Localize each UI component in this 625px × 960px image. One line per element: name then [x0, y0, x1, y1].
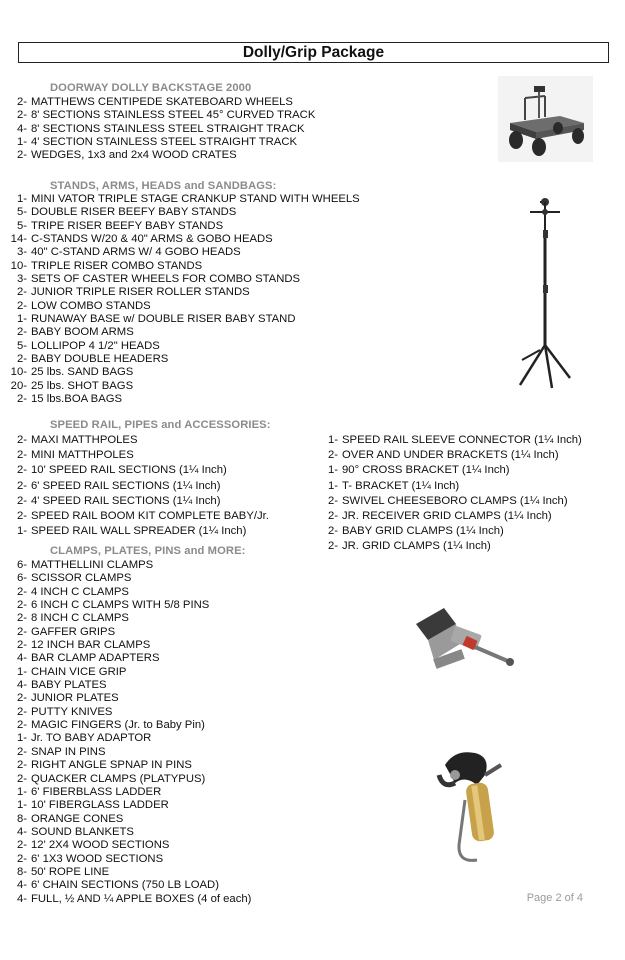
list-item [0, 732, 251, 745]
item-quantity: 2- [16, 449, 27, 462]
item-description: 8' SECTIONS STAINLESS STEEL 45° CURVED TRACK [31, 109, 316, 122]
list-item [0, 706, 251, 719]
item-description: WEDGES, 1x3 and 2x4 WOOD CRATES [31, 149, 237, 162]
item-quantity: 5- [16, 339, 27, 352]
item-quantity: 2- [16, 353, 27, 366]
item-description: MATTHELLINI CLAMPS [31, 559, 154, 571]
item-description: OVER AND UNDER BRACKETS (1¼ Inch) [342, 449, 559, 462]
item-description: 8 INCH C CLAMPS [31, 612, 129, 625]
item-description: Jr. TO BABY ADAPTOR [31, 732, 152, 745]
item-description: JUNIOR TRIPLE RISER ROLLER STANDS [31, 286, 250, 299]
clamp-photo [410, 604, 520, 684]
list-item [0, 612, 251, 625]
item-quantity: 2- [327, 449, 338, 462]
item-description: MINI MATTHPOLES [31, 449, 134, 462]
list-item [0, 719, 251, 732]
item-quantity: 2- [16, 299, 27, 312]
list-item [0, 853, 251, 866]
item-description: RUNAWAY BASE w/ DOUBLE RISER BABY STAND [31, 313, 296, 326]
item-quantity: 2- [16, 639, 27, 652]
clamps-heading: CLAMPS, PLATES, PINS and MORE: [50, 545, 246, 557]
item-description: TRIPLE RISER COMBO STANDS [31, 259, 203, 272]
list-item [0, 879, 251, 892]
item-description: DOUBLE RISER BEEFY BABY STANDS [31, 206, 237, 219]
item-quantity: 8- [16, 865, 27, 878]
item-quantity: 1- [327, 434, 338, 446]
item-description: RIGHT ANGLE SPNAP IN PINS [31, 759, 192, 772]
item-quantity: 2- [16, 434, 27, 446]
page-title: Dolly/Grip Package [18, 42, 609, 63]
item-description: 50' ROPE LINE [31, 865, 110, 878]
item-quantity: 2- [16, 479, 27, 492]
item-quantity: 2- [16, 599, 27, 612]
dolly-photo [498, 76, 593, 162]
item-description: 6 INCH C CLAMPS WITH 5/8 PINS [31, 599, 210, 612]
item-quantity: 8- [16, 812, 27, 825]
item-quantity: 1- [16, 313, 27, 326]
list-item [0, 839, 251, 852]
item-description: CHAIN VICE GRIP [31, 665, 127, 678]
list-item [0, 509, 269, 524]
item-description: 4 INCH C CLAMPS [31, 585, 129, 598]
item-description: 8' SECTIONS STAINLESS STEEL STRAIGHT TRACK [31, 122, 305, 135]
item-quantity: 2- [16, 839, 27, 852]
list-item [0, 639, 251, 652]
list-item [0, 220, 360, 233]
list-item [0, 353, 360, 366]
item-description: MAGIC FINGERS (Jr. to Baby Pin) [31, 719, 205, 732]
list-item [0, 679, 251, 692]
item-quantity: 4- [16, 679, 27, 692]
item-description: 6' CHAIN SECTIONS (750 LB LOAD) [31, 879, 219, 892]
item-quantity: 6- [16, 559, 27, 571]
list-item [0, 692, 251, 705]
item-description: MINI VATOR TRIPLE STAGE CRANKUP STAND WITH WHEELS [31, 193, 360, 205]
item-quantity: 1- [16, 785, 27, 798]
item-description: BABY DOUBLE HEADERS [31, 353, 169, 366]
list-item [0, 193, 360, 206]
item-quantity: 1- [327, 479, 338, 492]
list-item [0, 746, 251, 759]
item-quantity: 3- [16, 273, 27, 286]
page-number: Page 2 of 4 [526, 892, 583, 904]
item-quantity: 2- [16, 494, 27, 507]
list-item [0, 380, 360, 393]
list-item [0, 149, 315, 162]
item-description: BAR CLAMP ADAPTERS [31, 652, 160, 665]
item-quantity: 10- [10, 366, 27, 379]
item-quantity: 4- [16, 652, 27, 665]
list-item [0, 494, 269, 509]
item-description: T- BRACKET (1¼ Inch) [342, 479, 460, 492]
item-quantity: 4- [16, 122, 27, 135]
item-description: MAXI MATTHPOLES [31, 434, 138, 446]
item-quantity: 1- [16, 193, 27, 205]
list-item [0, 524, 269, 539]
item-description: 6' 1X3 WOOD SECTIONS [31, 852, 164, 865]
item-quantity: 2- [16, 585, 27, 598]
list-item [0, 313, 360, 326]
item-description: 10' FIBERGLASS LADDER [31, 799, 169, 812]
clamps-list [0, 559, 251, 906]
item-quantity: 2- [16, 692, 27, 705]
list-item [0, 109, 315, 122]
list-item [0, 586, 251, 599]
list-item [320, 524, 582, 539]
item-description: 10' SPEED RAIL SECTIONS (1¼ Inch) [31, 464, 227, 477]
item-quantity: 4- [16, 892, 27, 905]
item-quantity: 3- [16, 246, 27, 259]
item-quantity: 5- [16, 219, 27, 232]
item-quantity: 1- [16, 799, 27, 812]
item-description: 25 lbs. SAND BAGS [31, 366, 134, 379]
item-quantity: 1- [16, 665, 27, 678]
item-description: 90° CROSS BRACKET (1¼ Inch) [342, 464, 510, 477]
item-description: SWIVEL CHEESEBORO CLAMPS (1¼ Inch) [342, 494, 568, 507]
item-description: FULL, ½ AND ¼ APPLE BOXES (4 of each) [31, 892, 252, 905]
list-item [0, 433, 269, 448]
list-item [0, 559, 251, 572]
item-description: LOLLIPOP 4 1/2" HEADS [31, 339, 160, 352]
item-quantity: 1- [327, 464, 338, 477]
item-description: SNAP IN PINS [31, 745, 106, 758]
item-description: TRIPE RISER BEEFY BABY STANDS [31, 219, 224, 232]
list-item [0, 233, 360, 246]
item-quantity: 2- [16, 772, 27, 785]
item-quantity: 4- [16, 879, 27, 892]
item-description: 6' SPEED RAIL SECTIONS (1¼ Inch) [31, 479, 221, 492]
grip-clamp-photo [425, 745, 525, 870]
list-item [0, 813, 251, 826]
list-item [0, 136, 315, 149]
speedrail-heading: SPEED RAIL, PIPES and ACCESSORIES: [50, 419, 271, 431]
list-item [0, 286, 360, 299]
list-item [0, 366, 360, 379]
item-quantity: 4- [16, 825, 27, 838]
item-description: SETS OF CASTER WHEELS FOR COMBO STANDS [31, 273, 301, 286]
item-quantity: 10- [10, 259, 27, 272]
list-item [0, 626, 251, 639]
list-item [320, 463, 582, 478]
item-quantity: 2- [16, 109, 27, 122]
item-description: 12' 2X4 WOOD SECTIONS [31, 839, 170, 852]
item-description: GAFFER GRIPS [31, 625, 116, 638]
stands-heading: STANDS, ARMS, HEADS and SANDBAGS: [50, 180, 277, 192]
list-item [0, 448, 269, 463]
item-quantity: 14- [10, 233, 27, 246]
list-item [320, 479, 582, 494]
item-description: SCISSOR CLAMPS [31, 572, 132, 585]
item-description: 12 INCH BAR CLAMPS [31, 639, 151, 652]
item-description: QUACKER CLAMPS (PLATYPUS) [31, 772, 206, 785]
item-description: MATTHEWS CENTIPEDE SKATEBOARD WHEELS [31, 96, 293, 108]
list-item [0, 123, 315, 136]
item-quantity: 20- [10, 379, 27, 392]
list-item [320, 539, 582, 554]
list-item [0, 866, 251, 879]
item-quantity: 2- [16, 149, 27, 162]
list-item [320, 509, 582, 524]
dolly-heading: DOORWAY DOLLY BACKSTAGE 2000 [50, 82, 252, 94]
item-description: SPEED RAIL SLEEVE CONNECTOR (1¼ Inch) [342, 434, 582, 446]
item-quantity: 2- [16, 96, 27, 108]
list-item [0, 799, 251, 812]
list-item [0, 786, 251, 799]
item-description: 40" C-STAND ARMS W/ 4 GOBO HEADS [31, 246, 241, 259]
item-quantity: 2- [16, 625, 27, 638]
list-item [0, 246, 360, 259]
item-description: BABY GRID CLAMPS (1¼ Inch) [342, 525, 504, 538]
item-quantity: 2- [16, 705, 27, 718]
item-quantity: 1- [16, 136, 27, 149]
item-description: SPEED RAIL BOOM KIT COMPLETE BABY/Jr. [31, 509, 269, 522]
item-description: JR. RECEIVER GRID CLAMPS (1¼ Inch) [342, 509, 552, 522]
item-description: SPEED RAIL WALL SPREADER (1¼ Inch) [31, 525, 247, 538]
list-item [0, 326, 360, 339]
list-item [0, 463, 269, 478]
list-item [0, 759, 251, 772]
item-quantity: 2- [16, 852, 27, 865]
item-description: PUTTY KNIVES [31, 705, 113, 718]
list-item [0, 393, 360, 406]
item-quantity: 2- [327, 509, 338, 522]
list-item [0, 666, 251, 679]
list-item [320, 448, 582, 463]
item-description: C-STANDS W/20 & 40" ARMS & GOBO HEADS [31, 233, 273, 246]
list-item [0, 599, 251, 612]
item-description: JR. GRID CLAMPS (1¼ Inch) [342, 540, 491, 553]
list-item [0, 340, 360, 353]
list-item [0, 206, 360, 219]
item-quantity: 2- [16, 464, 27, 477]
item-description: 4' SPEED RAIL SECTIONS (1¼ Inch) [31, 494, 221, 507]
list-item [0, 773, 251, 786]
item-quantity: 1- [16, 525, 27, 538]
item-quantity: 2- [16, 509, 27, 522]
item-description: ORANGE CONES [31, 812, 124, 825]
item-description: BABY PLATES [31, 679, 107, 692]
list-item [0, 572, 251, 585]
list-item [0, 96, 315, 109]
item-description: BABY BOOM ARMS [31, 326, 134, 339]
item-description: 25 lbs. SHOT BAGS [31, 379, 134, 392]
speedrail-list-left [0, 433, 269, 539]
list-item [320, 433, 582, 448]
speedrail-list-right [320, 433, 582, 555]
stands-list [0, 193, 360, 407]
list-item [0, 479, 269, 494]
item-quantity: 2- [16, 612, 27, 625]
item-quantity: 6- [16, 572, 27, 585]
list-item [0, 273, 360, 286]
list-item [0, 260, 360, 273]
item-quantity: 2- [327, 540, 338, 553]
item-description: 6' FIBERBLASS LADDER [31, 785, 162, 798]
item-quantity: 2- [16, 719, 27, 732]
item-quantity: 1- [16, 732, 27, 745]
item-quantity: 2- [16, 759, 27, 772]
item-description: 4' SECTION STAINLESS STEEL STRAIGHT TRACK [31, 136, 298, 149]
list-item [0, 893, 251, 906]
item-quantity: 2- [327, 525, 338, 538]
list-item [320, 494, 582, 509]
item-description: LOW COMBO STANDS [31, 299, 151, 312]
item-description: 15 lbs.BOA BAGS [31, 393, 123, 406]
item-quantity: 2- [16, 326, 27, 339]
list-item [0, 652, 251, 665]
c-stand-photo [500, 190, 580, 390]
list-item [0, 826, 251, 839]
item-quantity: 2- [16, 745, 27, 758]
item-quantity: 2- [16, 393, 27, 406]
dolly-list [0, 96, 315, 163]
item-description: JUNIOR PLATES [31, 692, 119, 705]
list-item [0, 300, 360, 313]
item-description: SOUND BLANKETS [31, 825, 134, 838]
item-quantity: 2- [327, 494, 338, 507]
item-quantity: 2- [16, 286, 27, 299]
item-quantity: 5- [16, 206, 27, 219]
